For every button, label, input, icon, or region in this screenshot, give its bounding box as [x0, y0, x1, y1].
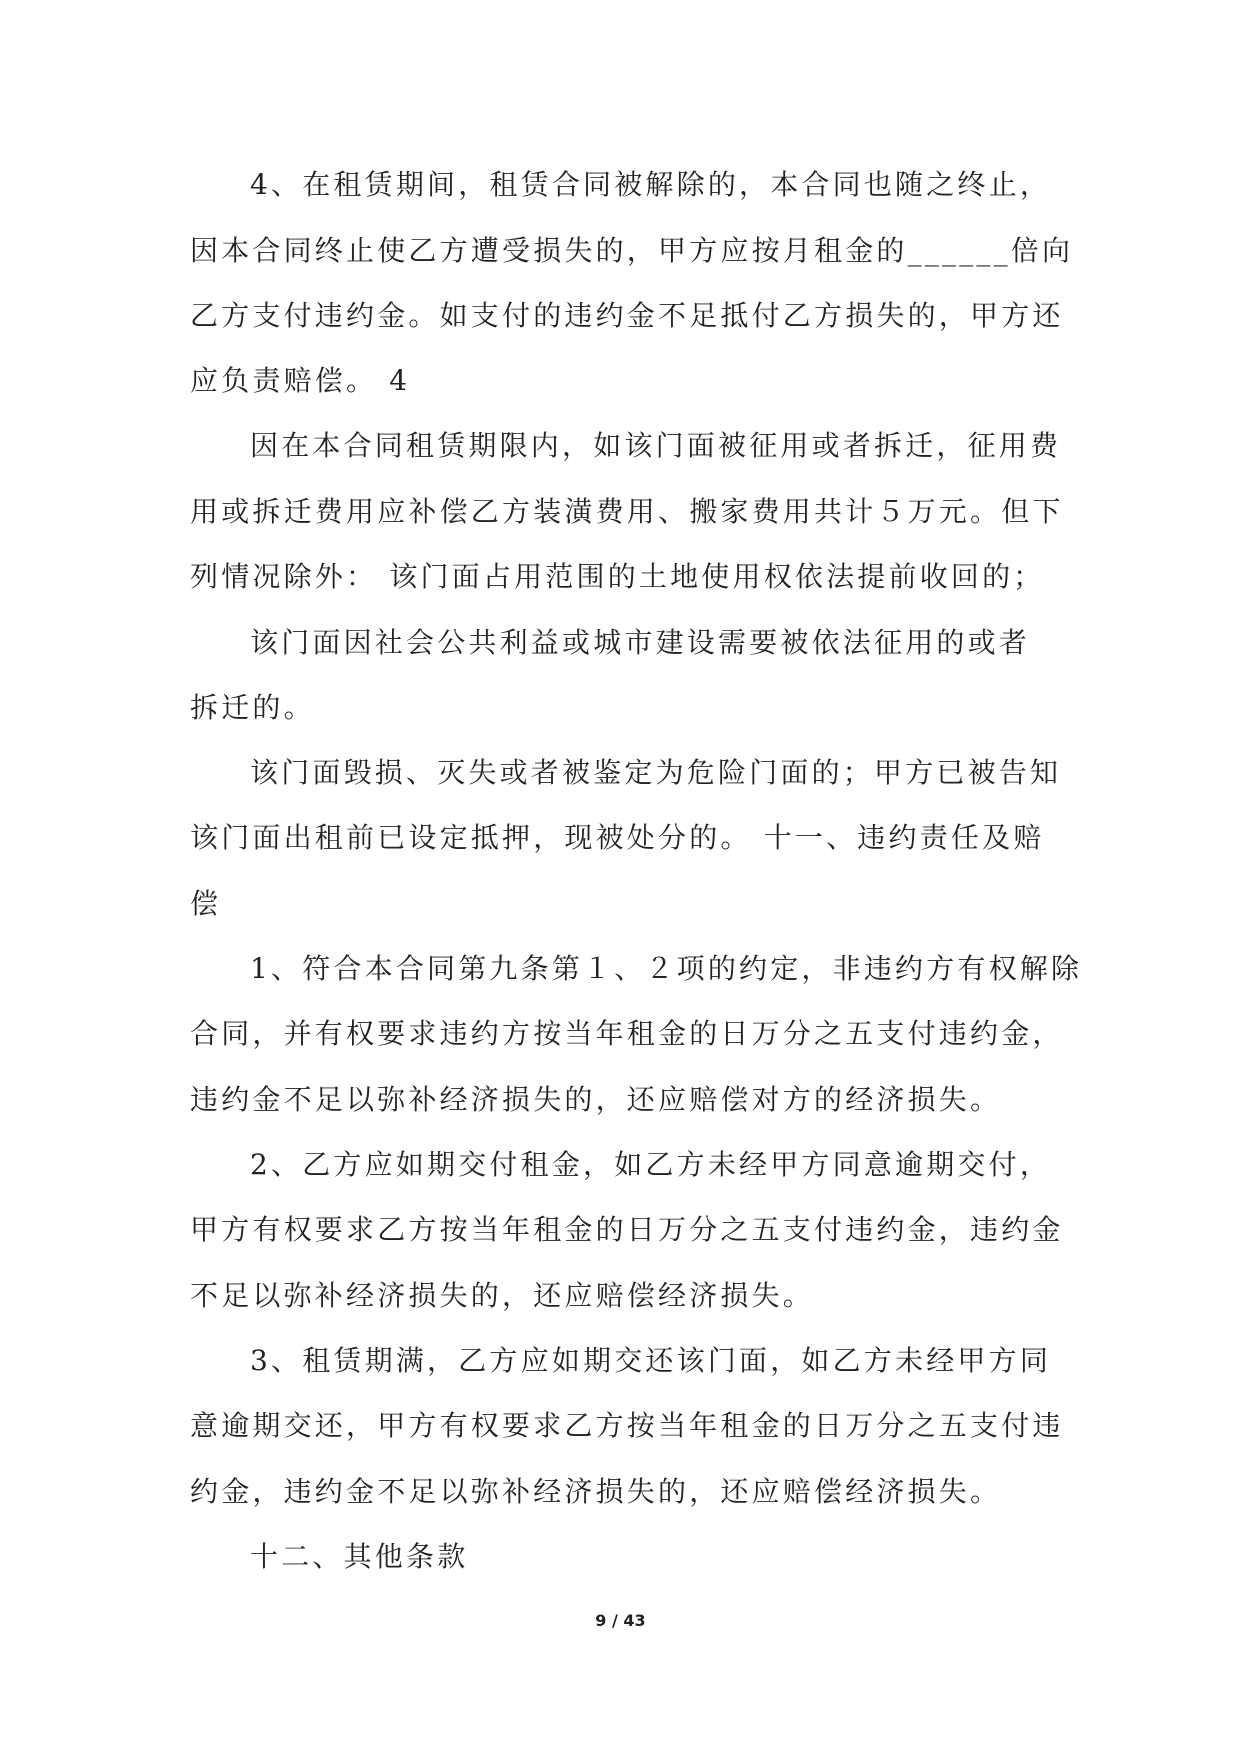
- text-line: 意逾期交还，甲方有权要求乙方按当年租金的日万分之五支付违: [190, 1409, 1064, 1442]
- text-line: 用或拆迁费用应补偿乙方装潢费用、搬家费用共计５万元。但下: [190, 495, 1064, 528]
- text-line: 该门面出租前已设定抵押，现被处分的。 十一、违约责任及赔: [190, 821, 1045, 854]
- text-line: 违约金不足以弥补经济损失的，还应赔偿对方的经济损失。: [190, 1083, 1002, 1116]
- text-line: 1、符合本合同第九条第１、２项的约定，非违约方有权解除: [250, 952, 1083, 985]
- text-line: 合同，并有权要求违约方按当年租金的日万分之五支付违约金，: [190, 1017, 1064, 1050]
- text-line: 4、在租赁期间，租赁合同被解除的，本合同也随之终止，: [250, 168, 1052, 201]
- text-line: 拆迁的。: [190, 691, 315, 724]
- text-line: 该门面因社会公共利益或城市建设需要被依法征用的或者: [250, 626, 1031, 659]
- text-line: 该门面毁损、灭失或者被鉴定为危险门面的；甲方已被告知: [250, 756, 1062, 789]
- text-line: 应负责赔偿。 4: [190, 364, 411, 397]
- text-line: 乙方支付违约金。如支付的违约金不足抵付乙方损失的，甲方还: [190, 299, 1064, 332]
- text-line: 因本合同终止使乙方遭受损失的，甲方应按月租金的______倍向: [190, 234, 1074, 267]
- text-line: 约金，违约金不足以弥补经济损失的，还应赔偿经济损失。: [190, 1475, 1002, 1508]
- section-heading: 十二、其他条款: [250, 1540, 469, 1573]
- text-line: 3、租赁期满，乙方应如期交还该门面，如乙方未经甲方同: [250, 1344, 1052, 1377]
- text-line: 2、乙方应如期交付租金，如乙方未经甲方同意逾期交付，: [250, 1148, 1052, 1181]
- text-line: 不足以弥补经济损失的，还应赔偿经济损失。: [190, 1279, 815, 1312]
- page-number: 9 / 43: [595, 1611, 646, 1630]
- text-line: 偿: [190, 887, 222, 920]
- text-line: 甲方有权要求乙方按当年租金的日万分之五支付违约金，违约金: [190, 1213, 1064, 1246]
- text-line: 因在本合同租赁期限内，如该门面被征用或者拆迁，征用费: [250, 429, 1062, 462]
- text-line: 列情况除外： 该门面占用范围的土地使用权依法提前收回的；: [190, 560, 1045, 593]
